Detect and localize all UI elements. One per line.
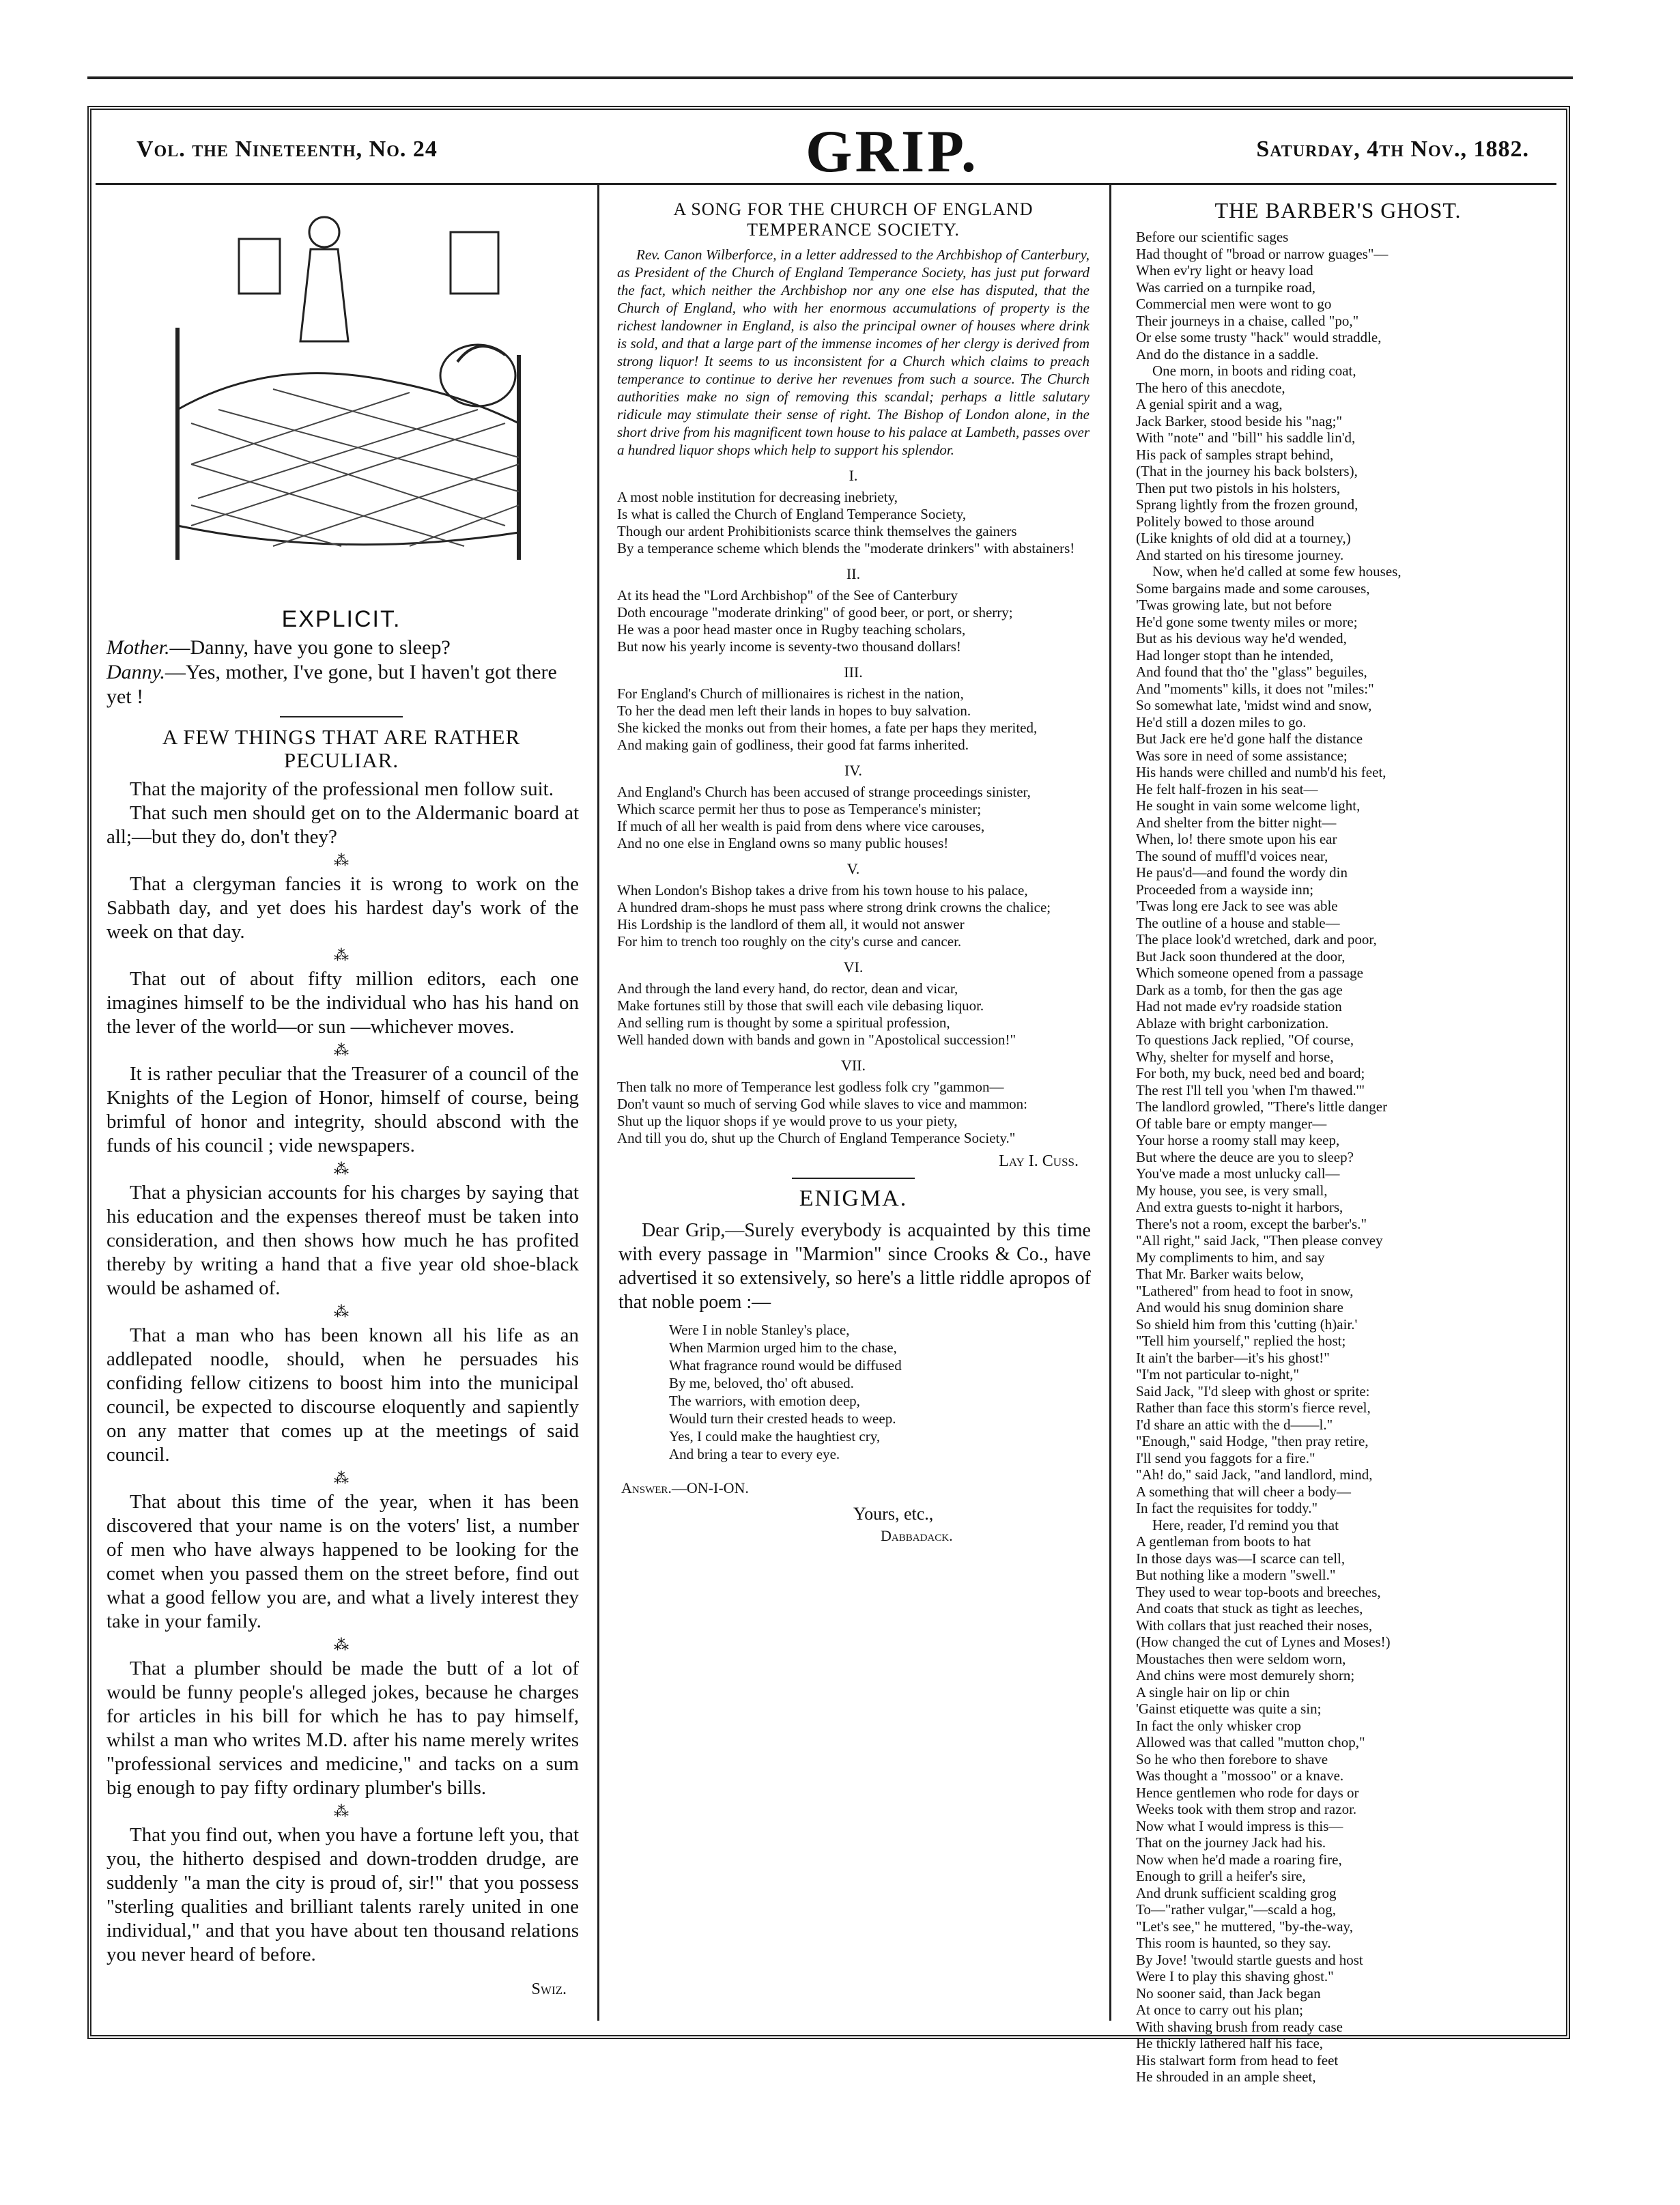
dialogue-line bbox=[106, 636, 576, 660]
poem-line: But where the deuce are you to sleep? bbox=[1136, 1148, 1354, 1165]
poem-line: "Enough," said Hodge, "then pray retire, bbox=[1136, 1433, 1369, 1449]
poem-line: "Lathered" from head to foot in snow, bbox=[1136, 1282, 1354, 1299]
column-right bbox=[1120, 191, 1556, 2085]
article-paragraph: That a plumber should be made the butt of a lot of would be funny people's alleged jokes, because he charges for articles in his bill for which he has to pay himself, whilst a man who writes M.D. after his name merely writes "professional services and medicine," and tacks on a sum big enough to pay fifty ordinary plumber's bills. bbox=[106, 1658, 579, 1799]
poem-line: 'Gainst etiquette was quite a sin; bbox=[1136, 1701, 1322, 1717]
poem-line: Hence gentlemen who rode for days or bbox=[1136, 1784, 1359, 1801]
stanza-line: When London's Bishop takes a drive from his town house to his palace, bbox=[617, 882, 1028, 898]
poem-line: I'd share an attic with the d——l." bbox=[1136, 1416, 1333, 1433]
poem-line: Or else some trusty "hack" would straddle, bbox=[1136, 329, 1382, 345]
column-left bbox=[96, 191, 587, 2000]
poem-line: His hands were chilled and numb'd his feet, bbox=[1136, 764, 1386, 780]
poem-line: His stalwart form from head to feet bbox=[1136, 2051, 1339, 2068]
article-title: A FEW THINGS THAT ARE RATHER PECULIAR. bbox=[162, 725, 521, 772]
speaker-name: Mother. bbox=[106, 636, 170, 659]
poem-line: Sprang lightly from the frozen ground, bbox=[1136, 496, 1358, 513]
column-divider bbox=[1109, 184, 1111, 2021]
stanza-line: But now his yearly income is seventy-two thousand dollars! bbox=[617, 638, 961, 655]
asterism: ⁂ bbox=[334, 1303, 349, 1320]
column-divider bbox=[597, 184, 599, 2021]
volume-number: Vol. the Nineteenth, No. 24 bbox=[137, 137, 438, 162]
poem-line: And extra guests to-night it harbors, bbox=[1136, 1199, 1343, 1215]
top-rule bbox=[87, 76, 1573, 79]
cartoon-caption: EXPLICIT. bbox=[281, 606, 401, 632]
article-paragraph: It is rather peculiar that the Treasurer of a council of the Knights of the Legion of Honor, himself of course, being brimful of honor and integrity, should abscond with the funds of his council ; vide newspapers. bbox=[106, 1063, 579, 1156]
closing-salutation: Yours, etc., bbox=[853, 1504, 934, 1524]
poem-line: Now, when he'd called at some few houses, bbox=[1152, 563, 1401, 580]
stanza-line: And no one else in England owns so many public houses! bbox=[617, 835, 949, 851]
poem-line: (How changed the cut of Lynes and Moses!) bbox=[1136, 1634, 1391, 1650]
poem-line: Had longer stopt than he intended, bbox=[1136, 646, 1334, 664]
enigma-signature: Dabbadack. bbox=[881, 1527, 953, 1544]
poem-line: A something that will cheer a body— bbox=[1136, 1483, 1351, 1500]
stanza-number: I. bbox=[849, 467, 858, 484]
poem-line: 'Twas growing late, but not before bbox=[1136, 597, 1332, 613]
poem-line: That Mr. Barker waits below, bbox=[1136, 1266, 1304, 1282]
poem-line: Had thought of "broad or narrow guages"— bbox=[1136, 245, 1389, 262]
speaker-name: Danny. bbox=[106, 661, 165, 683]
separator-rule bbox=[792, 1178, 915, 1179]
article-paragraph: That a man who has been known all his life as an addlepated noodle, should, when he persuades his confiding fellow citizens to boost him into the municipal council, be expected to discourse eloquently and sapiently on any matter that comes up at the meetings of said council. bbox=[106, 1324, 579, 1466]
poem-line: With collars that just reached their noses, bbox=[1136, 1617, 1373, 1634]
poem-line: Would turn their crested heads to weep. bbox=[669, 1410, 896, 1427]
poem-line: By me, beloved, tho' oft abused. bbox=[669, 1375, 854, 1391]
poem-line: No sooner said, than Jack began bbox=[1136, 1984, 1321, 2002]
poem-line: The hero of this anecdote, bbox=[1136, 379, 1285, 396]
poem-line: For both, my buck, need bed and board; bbox=[1136, 1065, 1365, 1081]
poem-line: 'Twas long ere Jack to see was able bbox=[1136, 898, 1338, 914]
poem-line: Then put two pistols in his holsters, bbox=[1136, 479, 1341, 496]
song-signature: Lay I. Cuss. bbox=[999, 1152, 1079, 1170]
poem-line: And do the distance in a saddle. bbox=[1136, 345, 1319, 362]
poem-line: "Ah! do," said Jack, "and landlord, mind, bbox=[1136, 1466, 1373, 1483]
poem-line: And drunk sufficient scalding grog bbox=[1136, 1884, 1337, 1901]
poem-line: And found that tho' the "glass" beguiles, bbox=[1136, 664, 1367, 680]
poem-line: There's not a room, except the barber's." bbox=[1136, 1215, 1367, 1232]
article-paragraph: That the majority of the professional men follow suit. bbox=[130, 778, 554, 800]
issue-date: Saturday, 4th Nov., 1882. bbox=[1256, 137, 1529, 162]
poem-line: He thickly lathered half his face, bbox=[1136, 2035, 1324, 2051]
poem-line: Now when he'd made a roaring fire, bbox=[1136, 1851, 1342, 1868]
poem-line: In fact the requisites for toddy." bbox=[1136, 1500, 1318, 1516]
poem-line: So shield him from this 'cutting (h)air.' bbox=[1136, 1315, 1358, 1333]
dialogue-line bbox=[106, 660, 576, 709]
poem-line: At once to carry out his plan; bbox=[1136, 2002, 1303, 2018]
poem-line: And chins were most demurely shorn; bbox=[1136, 1667, 1355, 1683]
poem-line: Which someone opened from a passage bbox=[1136, 965, 1363, 981]
poem-line: Enough to grill a heifer's sire, bbox=[1136, 1868, 1306, 1884]
poem-line: When ev'ry light or heavy load bbox=[1136, 262, 1313, 279]
poem-line: He'd gone some twenty miles or more; bbox=[1136, 613, 1358, 630]
stanza-number: III. bbox=[844, 664, 863, 681]
song-stanzas bbox=[608, 467, 1099, 1147]
poem-line: The sound of muffl'd voices near, bbox=[1136, 847, 1328, 864]
column-middle bbox=[608, 191, 1099, 2000]
enigma-answer: Answer.—ON-I-ON. bbox=[621, 1479, 749, 1496]
poem-line: This room is haunted, so they say. bbox=[1136, 1935, 1331, 1951]
poem-line: Were I to play this shaving ghost." bbox=[1136, 1968, 1334, 1984]
poem-line: Now what I would impress is this— bbox=[1136, 1817, 1343, 1834]
poem-line: So he who then forebore to shave bbox=[1136, 1750, 1328, 1767]
poem-line: By Jove! 'twould startle guests and host bbox=[1136, 1951, 1363, 1968]
poem-line: Ablaze with bright carbonization. bbox=[1136, 1014, 1329, 1032]
stanza-line: To her the dead men left their lands in hopes to buy salvation. bbox=[617, 702, 971, 719]
poem-line: When Marmion urged him to the chase, bbox=[669, 1339, 897, 1356]
stanza-line: At its head the "Lord Archbishop" of the See of Canterbury bbox=[617, 587, 958, 603]
poem-line: Weeks took with them strop and razor. bbox=[1136, 1801, 1357, 1817]
poem-line: The outline of a house and stable— bbox=[1136, 914, 1340, 931]
stanza-line: Then talk no more of Temperance lest godless folk cry "gammon— bbox=[617, 1079, 1004, 1095]
stanza-line: And making gain of godliness, their good fat farms inherited. bbox=[617, 737, 969, 753]
stanza-number: VI. bbox=[843, 958, 864, 976]
poem-line: But nothing like a modern "swell." bbox=[1136, 1567, 1336, 1583]
poem-line: To questions Jack replied, "Of course, bbox=[1136, 1032, 1354, 1048]
poem-line: Politely bowed to those around bbox=[1136, 513, 1315, 530]
asterism: ⁂ bbox=[334, 947, 349, 964]
poem-line: He paus'd—and found the wordy din bbox=[1136, 864, 1348, 881]
article-paragraph: That about this time of the year, when it has been discovered that your name is on the voters' list, a number of men who have always happened to be looking for the comet when you passed them on the street before, find out what a good fellow you are, and what a lively interest they take in your family. bbox=[106, 1491, 579, 1632]
poem-line: But Jack ere he'd gone half the distance bbox=[1136, 730, 1363, 747]
poem-line: I'll send you faggots for a fire." bbox=[1136, 1449, 1315, 1466]
stanza-number: II. bbox=[846, 565, 861, 582]
stanza-number: V. bbox=[846, 860, 860, 877]
poem-line: My compliments to him, and say bbox=[1136, 1249, 1325, 1266]
poem-line: With shaving brush from ready case bbox=[1136, 2018, 1343, 2035]
poem-line: The warriors, with emotion deep, bbox=[669, 1393, 860, 1409]
poem-line: Had not made ev'ry roadside station bbox=[1136, 998, 1342, 1014]
poem-line: In those days was—I scarce can tell, bbox=[1136, 1550, 1346, 1567]
poem-line: Jack Barker, stood beside his "nag;" bbox=[1136, 412, 1343, 429]
stanza-line: For him to trench too roughly on the city's curse and cancer. bbox=[617, 933, 962, 950]
stanza-line: A hundred dram-shops he must pass where strong drink crowns the chalice; bbox=[617, 899, 1051, 915]
masthead-rule bbox=[96, 183, 1556, 185]
article-paragraph: That a clergyman fancies it is wrong to work on the Sabbath day, and yet does his hardest day's work of the week on that day. bbox=[106, 873, 579, 943]
enigma-letter: Dear Grip,—Surely everybody is acquainted by this time with every passage in "Marmion" since Crooks & Co., have advertised it so extensively, so here's a little riddle apropos of that noble poem :— bbox=[618, 1220, 1091, 1313]
stanza-line: Make fortunes still by those that swill each vile debasing liquor. bbox=[617, 997, 984, 1014]
asterism: ⁂ bbox=[334, 1470, 349, 1487]
poem-line: Was sore in need of some assistance; bbox=[1136, 747, 1348, 764]
asterism: ⁂ bbox=[334, 1803, 349, 1820]
poem-line: He'd still a dozen miles to go. bbox=[1136, 713, 1307, 730]
stanza-line: Though our ardent Prohibitionists scarce think themselves the gainers bbox=[617, 523, 1017, 539]
poem-line: Their journeys in a chaise, called "po," bbox=[1136, 312, 1359, 329]
poem-line: Moustaches then were seldom worn, bbox=[1136, 1650, 1346, 1667]
poem-line: "All right," said Jack, "Then please convey bbox=[1136, 1232, 1383, 1249]
poem-line: In fact the only whisker crop bbox=[1136, 1717, 1302, 1734]
poem-line: His pack of samples strapt behind, bbox=[1136, 446, 1334, 463]
poem-line: And "moments" kills, it does not "miles:" bbox=[1136, 680, 1374, 697]
asterism: ⁂ bbox=[334, 1636, 349, 1653]
stanza-line: Which scarce permit her thus to pose as Temperance's minister; bbox=[617, 801, 982, 817]
poem-line: Dark as a tomb, for then the gas age bbox=[1136, 981, 1343, 998]
poem-line: What fragrance round would be diffused bbox=[669, 1357, 902, 1374]
stanza-line: And through the land every hand, do rector, dean and vicar, bbox=[617, 980, 958, 997]
poem-line: Before our scientific sages bbox=[1136, 229, 1289, 245]
stanza-line: She kicked the monks out from their homes, a fate per haps they merited, bbox=[617, 720, 1038, 736]
stanza-line: For England's Church of millionaires is richest in the nation, bbox=[617, 685, 964, 702]
newspaper-title: GRIP. bbox=[806, 119, 979, 185]
poem-line: "Let's see," he muttered, "by-the-way, bbox=[1136, 1918, 1353, 1935]
poem-line: When, lo! there smote upon his ear bbox=[1136, 831, 1337, 847]
asterism: ⁂ bbox=[334, 1042, 349, 1059]
article-paragraph: That a physician accounts for his charges by saying that his education and the expenses thereof must be taken into consideration, and then shows how much he has profited thereby by writing a hand that a five year old shoe-black would be ashamed of. bbox=[106, 1182, 579, 1299]
poem-line: And would his snug dominion share bbox=[1136, 1299, 1343, 1315]
poem-line: And bring a tear to every eye. bbox=[669, 1446, 840, 1462]
stanza-line: His Lordship is the landlord of them all, it would not answer bbox=[617, 916, 965, 933]
poem-line: Proceeded from a wayside inn; bbox=[1136, 881, 1314, 898]
poem-line: And coats that stuck as tight as leeches, bbox=[1136, 1600, 1363, 1617]
poem-line: They used to wear top-boots and breeches, bbox=[1136, 1583, 1381, 1600]
enigma-title: ENIGMA. bbox=[799, 1186, 908, 1211]
poem-line: "I'm not particular to-night," bbox=[1136, 1366, 1300, 1382]
poem-line: Why, shelter for myself and horse, bbox=[1136, 1048, 1334, 1065]
article-signature: Swiz. bbox=[531, 1980, 567, 1998]
enigma-poem bbox=[669, 1321, 1099, 1463]
stanza-line: A most noble institution for decreasing inebriety, bbox=[617, 489, 898, 505]
poem-line: He shrouded in an ample sheet, bbox=[1136, 2068, 1316, 2085]
poem-line: Was thought a "mossoo" or a knave. bbox=[1136, 1767, 1344, 1784]
song-intro: Rev. Canon Wilberforce, in a letter addressed to the Archbishop of Canterbury, as President of the Church of England Temperance Society, has just put forward the fact, which neither the Archbishop nor any one else has disputed, that the Church of England, who with her enormous accumulations of property is the richest landowner in England, is also the principal owner of houses where drink is sold, and that a large part of the immense incomes of her clergy is derived from strong liquor! It seems to us inconsistent for a Church which claims to preach temperance to continue to derive her revenues from such a source. The Church authorities make no sign of removing this scandal; perhaps a little salutary ridicule may stimulate their sense of right. The Bishop of London alone, in the short drive from his magnificent town house to his palace at Lambeth, passes over a hundred liquor shops which help to support his splendor. bbox=[617, 246, 1090, 458]
stanza-line: He was a poor head master once in Rugby teaching scholars, bbox=[617, 621, 966, 638]
stanza-line: And England's Church has been accused of strange proceedings sinister, bbox=[617, 784, 1031, 800]
stanza-line: If much of all her wealth is paid from dens where vice carouses, bbox=[617, 818, 985, 834]
stanza-line: By a temperance scheme which blends the "moderate drinkers" with abstainers! bbox=[617, 540, 1075, 556]
poem-line: It ain't the barber—it's his ghost!" bbox=[1136, 1349, 1330, 1366]
poem-line: A genial spirit and a wag, bbox=[1136, 396, 1283, 412]
poem-line: A gentleman from boots to hat bbox=[1136, 1533, 1311, 1550]
poem-line: But Jack soon thundered at the door, bbox=[1136, 948, 1346, 965]
separator-rule bbox=[280, 716, 403, 717]
poem-line: (Like knights of old did at a tourney,) bbox=[1136, 530, 1351, 546]
poem-line: Rather than face this storm's fierce revel, bbox=[1136, 1399, 1371, 1416]
poem-line: And shelter from the bitter night— bbox=[1136, 814, 1337, 831]
poem-line: Were I in noble Stanley's place, bbox=[669, 1322, 850, 1338]
poem-line: To—"rather vulgar,"—scald a hog, bbox=[1136, 1901, 1336, 1918]
stanza-line: Shut up the liquor shops if ye would prove to us your piety, bbox=[617, 1113, 958, 1129]
stanza-line: And till you do, shut up the Church of England Temperance Society." bbox=[617, 1130, 1016, 1146]
stanza-line: Is what is called the Church of England Temperance Society, bbox=[617, 506, 967, 522]
dialogue-text: —Yes, mother, I've gone, but I haven't got there yet ! bbox=[106, 661, 557, 708]
cartoon-illustration bbox=[137, 205, 546, 601]
article-paragraph: That out of about fifty million editors, each one imagines himself to be the individual who has his hand on the lever of the world—or sun —whichever moves. bbox=[106, 968, 579, 1038]
poem-line: Commercial men were wont to go bbox=[1136, 296, 1332, 312]
poem-line: So somewhat late, 'midst wind and snow, bbox=[1136, 697, 1372, 713]
song-title: A SONG FOR THE CHURCH OF ENGLAND TEMPERANCE SOCIETY. bbox=[673, 199, 1034, 240]
poem-line: "Tell him yourself," replied the host; bbox=[1136, 1333, 1346, 1349]
stanza-line: And selling rum is thought by some a spiritual profession, bbox=[617, 1014, 950, 1031]
poem-line: He felt half-frozen in his seat— bbox=[1136, 780, 1318, 797]
poem-line: The rest I'll tell you 'when I'm thawed.'" bbox=[1136, 1081, 1365, 1098]
asterism: ⁂ bbox=[334, 852, 349, 869]
article-paragraph: That you find out, when you have a fortune left you, that you, the hitherto despised and down-trodden drudge, are suddenly "a man the city is proud of, sir!" that you possess "sterling qualities and brilliant talents rarely united in one individual," and that you have about ten thousand relations you never heard of before. bbox=[106, 1824, 579, 1965]
poem-line: (That in the journey his back bolsters), bbox=[1136, 463, 1358, 479]
poem-line: Your horse a roomy stall may keep, bbox=[1136, 1132, 1340, 1148]
stanza-line: Don't vaunt so much of serving God while slaves to vice and mammon: bbox=[617, 1096, 1028, 1112]
stanza-number: VII. bbox=[840, 1057, 866, 1074]
article-paragraph: That such men should get on to the Aldermanic board at all;—but they do, don't they? bbox=[106, 802, 579, 848]
poem-line: A single hair on lip or chin bbox=[1136, 1683, 1290, 1701]
poem-line: Was carried on a turnpike road, bbox=[1136, 279, 1316, 296]
poem-line: That on the journey Jack had his. bbox=[1136, 1834, 1326, 1851]
poem-line: But as his devious way he'd wended, bbox=[1136, 630, 1347, 646]
poem-line: And started on his tiresome journey. bbox=[1136, 546, 1344, 563]
poem-line: Of table bare or empty manger— bbox=[1136, 1115, 1327, 1132]
poem-line: With "note" and "bill" his saddle lin'd, bbox=[1136, 429, 1356, 446]
stanza-line: Doth encourage "moderate drinking" of good beer, or port, or sherry; bbox=[617, 604, 1013, 621]
poem-body bbox=[1120, 229, 1556, 2086]
poem-title: THE BARBER'S GHOST. bbox=[1214, 198, 1462, 223]
poem-line: Here, reader, I'd remind you that bbox=[1152, 1516, 1339, 1533]
asterism: ⁂ bbox=[334, 1161, 349, 1178]
poem-line: Yes, I could make the haughtiest cry, bbox=[669, 1428, 881, 1445]
poem-line: Some bargains made and some carouses, bbox=[1136, 580, 1370, 597]
poem-line: The place look'd wretched, dark and poor, bbox=[1136, 931, 1377, 948]
stanza-number: IV. bbox=[844, 762, 862, 779]
poem-line: One morn, in boots and riding coat, bbox=[1152, 362, 1356, 379]
poem-line: He sought in vain some welcome light, bbox=[1136, 797, 1361, 814]
poem-line: The landlord growled, "There's little danger bbox=[1136, 1098, 1388, 1115]
poem-line: You've made a most unlucky call— bbox=[1136, 1165, 1340, 1182]
stanza-line: Well handed down with bands and gown in "Apostolical succession!" bbox=[617, 1032, 1016, 1048]
poem-line: Said Jack, "I'd sleep with ghost or sprite: bbox=[1136, 1382, 1370, 1399]
poem-line: My house, you see, is very small, bbox=[1136, 1182, 1328, 1199]
poem-line: Allowed was that called "mutton chop," bbox=[1136, 1734, 1365, 1750]
dialogue-text: —Danny, have you gone to sleep? bbox=[169, 636, 451, 659]
